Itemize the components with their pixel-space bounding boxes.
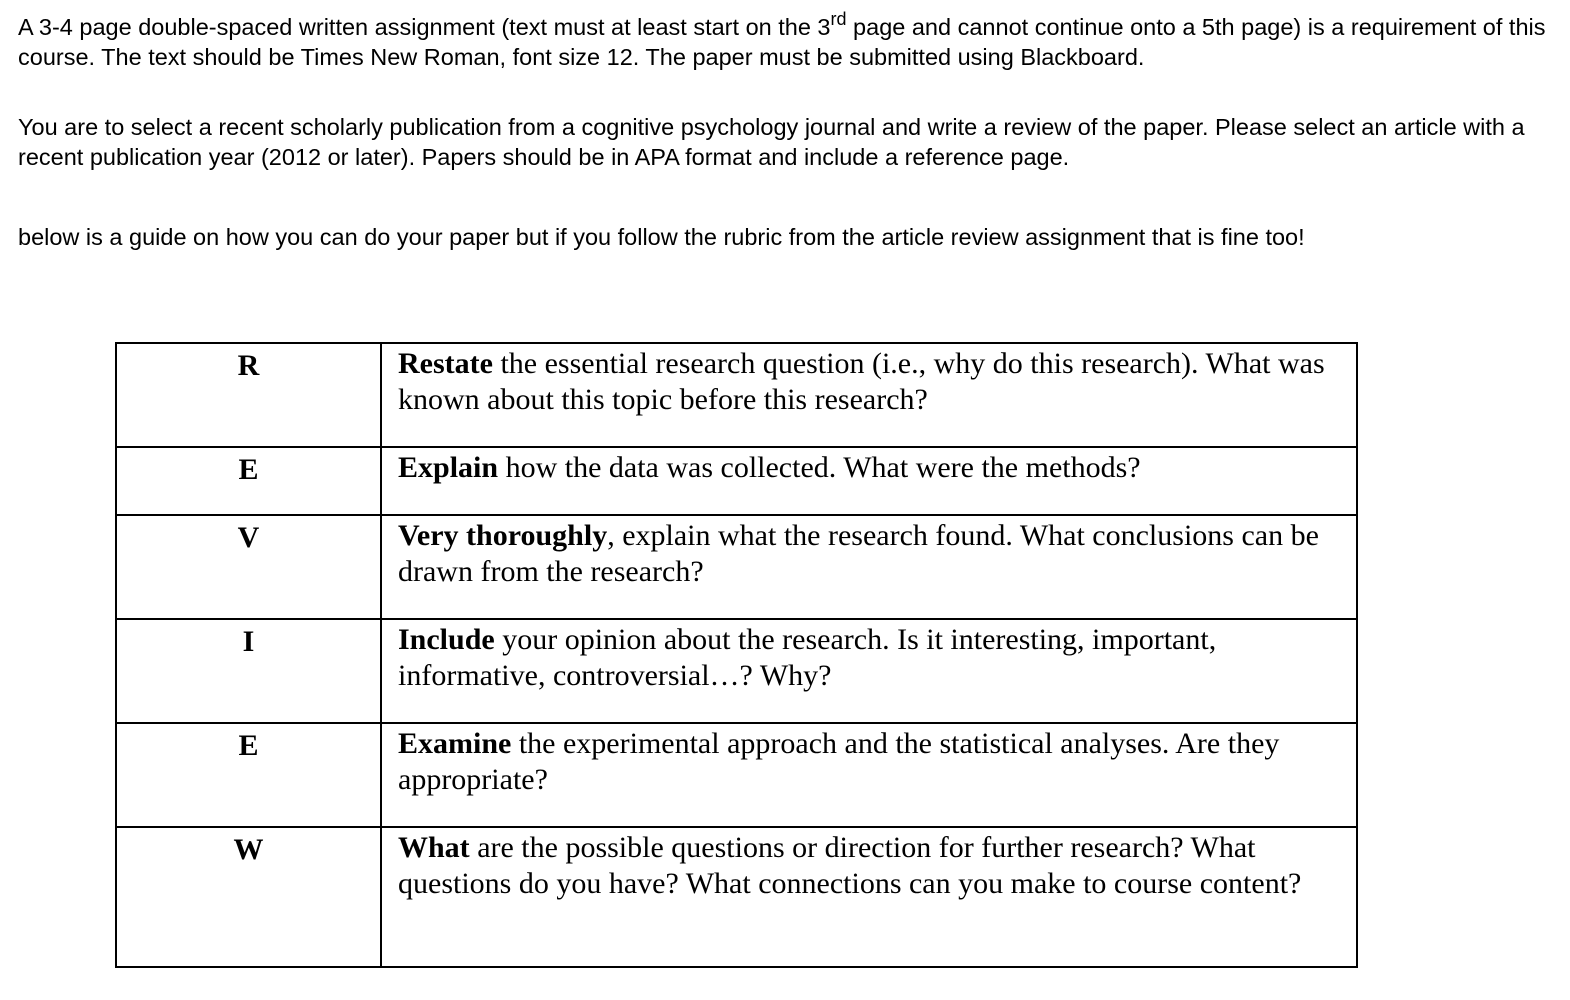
rubric-letter: E bbox=[116, 447, 381, 515]
rubric-text: your opinion about the research. Is it interesting, important, informative, controversial…? Why? bbox=[398, 623, 1217, 692]
rubric-row bbox=[116, 343, 1357, 447]
rubric-text: the essential research question (i.e., why do this research). What was known about this topic before this research? bbox=[398, 347, 1325, 416]
rubric-text: are the possible questions or direction for further research? What questions do you have? What connections can you make to course content? bbox=[398, 831, 1302, 900]
rubric-description bbox=[381, 619, 1357, 723]
rubric-letter: V bbox=[116, 515, 381, 619]
rubric-row bbox=[116, 515, 1357, 619]
rubric-keyword: Explain bbox=[398, 451, 499, 484]
intro-text-part2: page and cannot continue onto a 5th page) is a requirement of this course. The text should be Times New Roman, font size 12. The paper must be submitted using Blackboard. bbox=[18, 14, 1546, 70]
rubric-text: the experimental approach and the statistical analyses. Are they appropriate? bbox=[398, 727, 1280, 796]
intro-paragraph-requirements bbox=[18, 9, 1548, 72]
rubric-row bbox=[116, 827, 1357, 967]
rubric-row bbox=[116, 723, 1357, 827]
rubric-description bbox=[381, 723, 1357, 827]
rubric-description bbox=[381, 447, 1357, 515]
rubric-letter: E bbox=[116, 723, 381, 827]
intro-paragraph-article-selection: You are to select a recent scholarly publication from a cognitive psychology journal and write a review of the paper. Please select an article with a recent publication year (2012 or later). Papers should be in APA format and include a reference page. bbox=[18, 114, 1525, 170]
rubric-description bbox=[381, 827, 1357, 967]
rubric-row bbox=[116, 619, 1357, 723]
rubric-description bbox=[381, 343, 1357, 447]
rubric-text: , explain what the research found. What conclusions can be drawn from the research? bbox=[398, 519, 1319, 588]
review-rubric-table bbox=[115, 342, 1358, 968]
intro-paragraph-guide-note: below is a guide on how you can do your paper but if you follow the rubric from the article review assignment that is fine too! bbox=[18, 224, 1305, 250]
rubric-letter: I bbox=[116, 619, 381, 723]
rubric-letter: W bbox=[116, 827, 381, 967]
rubric-row bbox=[116, 447, 1357, 515]
rubric-keyword: Restate bbox=[398, 347, 493, 380]
rubric-text: how the data was collected. What were the methods? bbox=[498, 451, 1141, 484]
rubric-keyword: Examine bbox=[398, 727, 512, 760]
rubric-letter: R bbox=[116, 343, 381, 447]
intro-text-part1: A 3-4 page double-spaced written assignment (text must at least start on the 3 bbox=[18, 14, 831, 40]
rubric-description bbox=[381, 515, 1357, 619]
rubric-keyword: What bbox=[398, 831, 470, 864]
ordinal-superscript: rd bbox=[830, 9, 847, 30]
rubric-keyword: Include bbox=[398, 623, 495, 656]
rubric-keyword: Very thoroughly bbox=[398, 519, 608, 552]
